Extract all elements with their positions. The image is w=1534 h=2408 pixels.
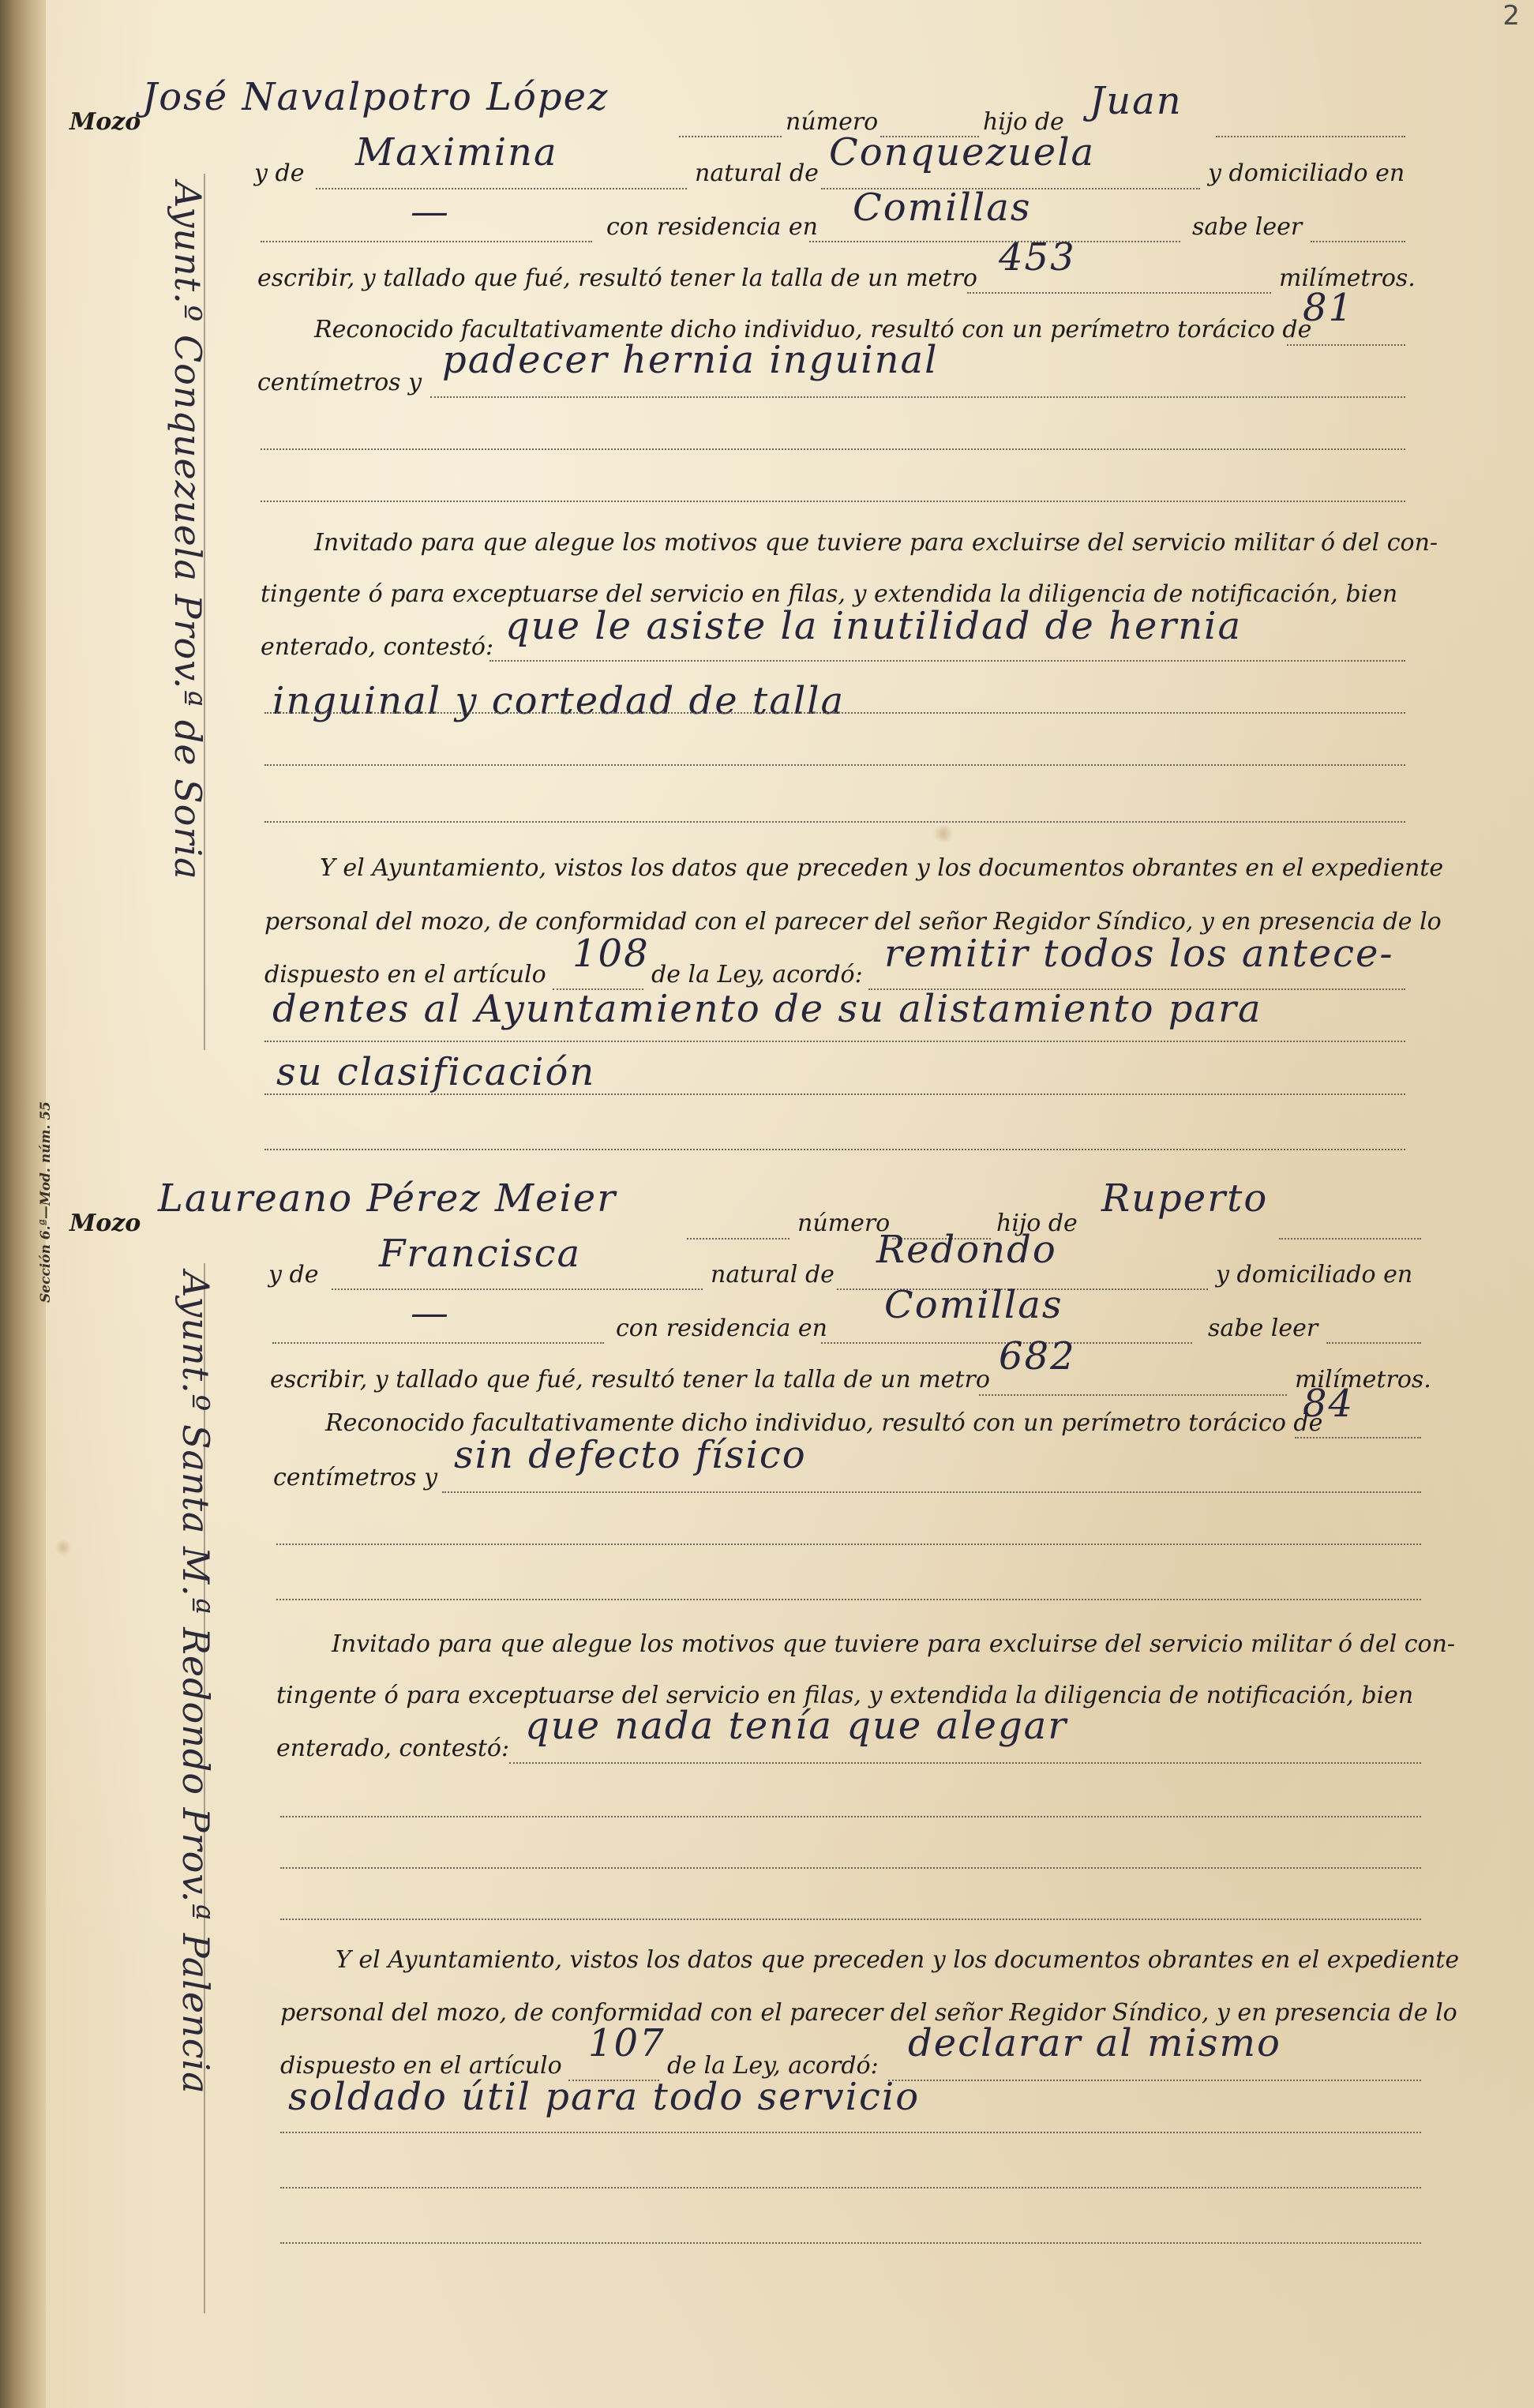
entry-1-domicile: — [411, 189, 450, 234]
dotted-line [264, 821, 1405, 823]
dotted-line [442, 1491, 1421, 1493]
entry-2-chest: 84 [1303, 1382, 1355, 1426]
entry-1-birthplace: Conquezuela [829, 130, 1096, 174]
dotted-line [280, 2132, 1421, 2133]
dotted-line [280, 1816, 1421, 1817]
paper-stain [932, 825, 955, 842]
dotted-line [1287, 344, 1405, 346]
dotted-line [261, 241, 592, 242]
dotted-line [264, 712, 1405, 714]
dotted-line [316, 188, 687, 189]
entry-2-article: 107 [588, 2021, 666, 2065]
natural-de-label: natural de [711, 1261, 835, 1288]
entry-2-answer-line-1: que nada tenía que alegar [525, 1704, 1068, 1748]
dotted-line [979, 1394, 1287, 1396]
dispuesto-label: dispuesto en el artículo [264, 961, 546, 988]
dotted-line [280, 2242, 1421, 2244]
dotted-line [261, 501, 1405, 502]
entry-2-domicile: — [411, 1291, 450, 1335]
de-la-ley-label: de la Ley, acordó: [667, 2052, 879, 2080]
y-de-label: y de [254, 159, 305, 187]
entry-1-father: Juan [1090, 79, 1183, 123]
hijo-de-label: hijo de [996, 1210, 1078, 1237]
entry-1-residence: Comillas [853, 186, 1032, 230]
entry-1-resolution-line-1: remitir todos los antece- [884, 932, 1394, 976]
milimetros-label: milímetros. [1279, 264, 1416, 292]
dotted-line [1326, 1342, 1421, 1344]
dotted-line [264, 1149, 1405, 1150]
entry-1-answer-line-1: que le asiste la inutilidad de hernia [505, 604, 1243, 648]
invitado-text-2: tingente ó para exceptuarse del servicio en filas, y extendida la diligencia de notificación, bien [276, 1682, 1414, 1709]
invitado-text-1: Invitado para que alegue los motivos que tuviere para excluirse del servicio militar ó del con- [332, 1630, 1456, 1658]
dotted-line [261, 448, 1405, 450]
page-number: 2 [1502, 0, 1520, 32]
entry-1-answer-line-2: inguinal y cortedad de talla [272, 679, 846, 723]
ayuntamiento-text-1: Y el Ayuntamiento, vistos los datos que preceden y los documentos obrantes en el expediente [336, 1946, 1460, 1974]
mozo-label: Mozo [69, 108, 141, 136]
form-model-code: Sección 6.ª—Mod. núm. 55 [38, 1101, 54, 1303]
talla-label: escribir, y tallado que fué, resultó tener la talla de un metro [270, 1366, 990, 1393]
entry-2-height: 682 [999, 1334, 1076, 1378]
dotted-line [280, 1919, 1421, 1920]
entry-1-height: 453 [999, 235, 1076, 279]
sabe-leer-label: sabe leer [1192, 213, 1303, 241]
milimetros-label: milímetros. [1295, 1366, 1431, 1393]
entry-2-resolution-line-2: soldado útil para todo servicio [288, 2075, 921, 2119]
dotted-line [276, 1543, 1421, 1545]
dispuesto-label: dispuesto en el artículo [280, 2052, 562, 2080]
entry-1-mother: Maximina [355, 130, 558, 174]
ayuntamiento-text-2: personal del mozo, de conformidad con el parecer del señor Regidor Síndico, y en presencia de lo [280, 1999, 1457, 2027]
dotted-line [888, 2080, 1421, 2081]
dotted-line [967, 292, 1271, 294]
dotted-line [1279, 1238, 1421, 1240]
dotted-line [1216, 136, 1405, 137]
dotted-line [509, 1762, 1421, 1764]
hijo-de-label: hijo de [983, 108, 1064, 136]
dotted-line [280, 2187, 1421, 2189]
dotted-line [264, 764, 1405, 766]
dotted-line [272, 1342, 604, 1344]
entry-1-chest: 81 [1303, 286, 1355, 330]
reconocido-label: Reconocido facultativamente dicho individuo, resultó con un perímetro torácico de [314, 316, 1312, 343]
entry-2-residence: Comillas [884, 1283, 1063, 1327]
invitado-text-2: tingente ó para exceptuarse del servicio en filas, y extendida la diligencia de notificación, bien [261, 580, 1398, 608]
enterado-label: enterado, contestó: [276, 1735, 510, 1762]
dotted-line [489, 660, 1405, 662]
entry-1-condition: padecer hernia inguinal [442, 338, 939, 382]
entry-2-name: Laureano Pérez Meier [158, 1176, 617, 1221]
sabe-leer-label: sabe leer [1208, 1315, 1318, 1342]
entry-1-name: José Navalpotro López [142, 75, 609, 119]
domiciliado-label: y domiciliado en [1208, 159, 1405, 187]
dotted-line [1295, 1437, 1421, 1438]
entry-2-mother: Francisca [379, 1232, 582, 1276]
y-de-label: y de [268, 1261, 319, 1288]
dotted-line [687, 1238, 790, 1240]
paper-stain [55, 1540, 71, 1555]
enterado-label: enterado, contestó: [261, 633, 494, 661]
entry-1-resolution-line-2: dentes al Ayuntamiento de su alistamiento para [272, 987, 1262, 1031]
margin-note-entry-2: Ayunt.º Santa M.ª Redondo Prov.ª Palencia [174, 1271, 217, 2095]
residencia-label: con residencia en [606, 213, 818, 241]
entry-1-article: 108 [572, 932, 650, 976]
talla-label: escribir, y tallado que fué, resultó tener la talla de un metro [257, 264, 977, 292]
entry-1-resolution-line-3: su clasificación [276, 1050, 596, 1094]
de-la-ley-label: de la Ley, acordó: [651, 961, 863, 988]
invitado-text-1: Invitado para que alegue los motivos que tuviere para excluirse del servicio militar ó del con- [314, 529, 1438, 557]
dotted-line [679, 136, 782, 137]
dotted-line [430, 396, 1405, 398]
residencia-label: con residencia en [616, 1315, 827, 1342]
ayuntamiento-text-2: personal del mozo, de conformidad con el parecer del señor Regidor Síndico, y en presencia de lo [264, 908, 1442, 936]
centimetros-label: centímetros y [257, 369, 422, 396]
dotted-line [280, 1867, 1421, 1869]
dotted-line [276, 1599, 1421, 1600]
entry-2-father: Ruperto [1101, 1176, 1269, 1221]
ayuntamiento-text-1: Y el Ayuntamiento, vistos los datos que preceden y los documentos obrantes en el expediente [320, 854, 1444, 882]
entry-2-condition: sin defecto físico [454, 1433, 807, 1477]
dotted-line [264, 1041, 1405, 1042]
numero-label: número [786, 108, 879, 136]
dotted-line [809, 241, 1180, 242]
entry-2-birthplace: Redondo [876, 1228, 1057, 1272]
natural-de-label: natural de [695, 159, 819, 187]
centimetros-label: centímetros y [273, 1464, 438, 1491]
domiciliado-label: y domiciliado en [1216, 1261, 1413, 1288]
entry-2-resolution-line-1: declarar al mismo [908, 2021, 1281, 2065]
margin-note-entry-1: Ayunt.º Conquezuela Prov.ª de Soria [167, 182, 209, 880]
mozo-label: Mozo [69, 1210, 141, 1237]
dotted-line [1311, 241, 1405, 242]
dotted-line [332, 1288, 703, 1290]
dotted-line [264, 1093, 1405, 1095]
numero-label: número [797, 1210, 891, 1237]
reconocido-label: Reconocido facultativamente dicho individuo, resultó con un perímetro torácico de [325, 1409, 1323, 1437]
